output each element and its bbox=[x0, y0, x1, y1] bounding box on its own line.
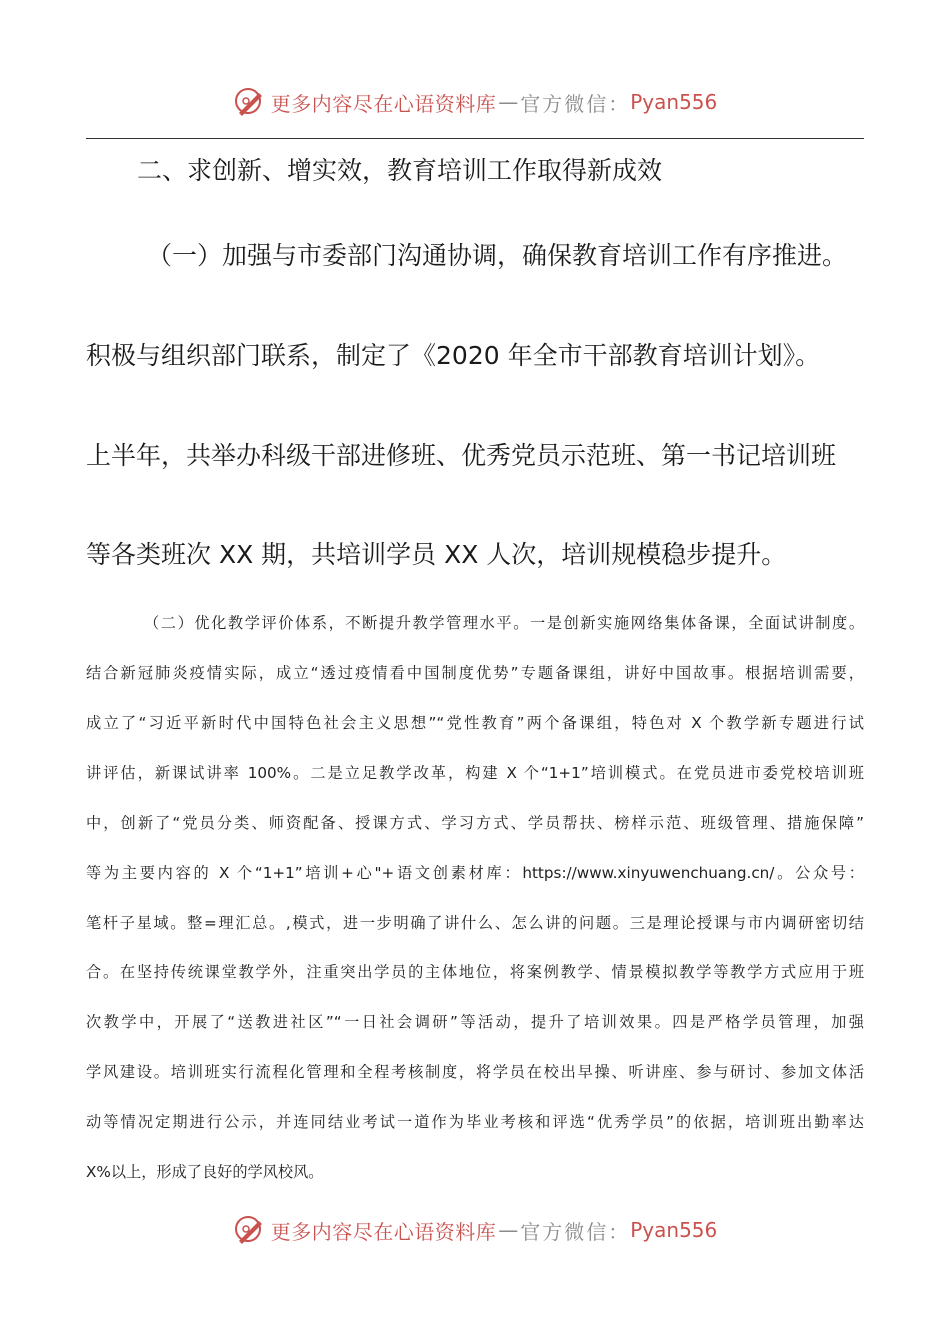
subsection-1-line-1: 积极与组织部门联系，制定了《2020 年全市干部教育培训计划》。 bbox=[86, 341, 821, 370]
header-watermark-banner bbox=[0, 82, 950, 122]
subsection-2-line-11: 动等情况定期进行公示，并连同结业考试一道作为毕业考核和评选“优秀学员”的依据，培训班出勤率达 bbox=[86, 1113, 864, 1131]
banner-wechat-id: Pyan556 bbox=[630, 1218, 718, 1242]
subsection-1-line-2: 上半年，共举办科级干部进修班、优秀党员示范班、第一书记培训班 bbox=[86, 441, 837, 470]
subsection-2-line-12: X%以上，形成了良好的学风校风。 bbox=[86, 1163, 324, 1181]
pen-logo-icon bbox=[233, 85, 267, 119]
subsection-2-line-5: 中，创新了“党员分类、师资配备、授课方式、学习方式、学员帮扶、榜样示范、班级管理、措施保障” bbox=[86, 814, 864, 832]
subsection-1-line-3: 等各类班次 XX 期，共培训学员 XX 人次，培训规模稳步提升。 bbox=[86, 540, 787, 569]
banner-wechat-label: 官方微信： bbox=[520, 91, 631, 116]
subsection-2-line-4: 讲评估，新课试讲率 100%。二是立足教学改革，构建 X 个“1+1”培训模式。在党员进市委党校培训班 bbox=[86, 764, 864, 782]
subsection-2-line-3: 成立了“习近平新时代中国特色社会主义思想”“党性教育”两个备课组，特色对 X 个教学新专题进行试 bbox=[86, 714, 864, 732]
subsection-1-title: （一）加强与市委部门沟通协调，确保教育培训工作有序推进。 bbox=[147, 241, 848, 270]
subsection-2-line-8: 合。在坚持传统课堂教学外，注重突出学员的主体地位，将案例教学、情景模拟教学等教学方式应用于班 bbox=[86, 963, 864, 981]
subsection-2-line-6: 等为主要内容的 X 个“1+1”培训+心"+语文创素材库：https://www.xinyuwenchuang.cn/。公众号： bbox=[86, 864, 864, 882]
section-heading: 二、求创新、增实效，教育培训工作取得新成效 bbox=[137, 156, 663, 185]
banner-wechat-id: Pyan556 bbox=[630, 90, 718, 114]
banner-dash: — bbox=[498, 90, 519, 114]
banner-wechat-label: 官方微信： bbox=[520, 1219, 631, 1244]
subsection-2-line-9: 次教学中，开展了“送教进社区”“一日社会调研”等活动，提升了培训效果。四是严格学员管理，加强 bbox=[86, 1013, 864, 1031]
footer-watermark-banner bbox=[0, 1210, 950, 1250]
subsection-2-line-7: 笔杆子星域。整=理汇总。,模式，进一步明确了讲什么、怎么讲的问题。三是理论授课与市内调研密切结 bbox=[86, 914, 864, 932]
subsection-2-line-10: 学风建设。培训班实行流程化管理和全程考核制度，将学员在校出早操、听讲座、参与研讨、参加文体活 bbox=[86, 1063, 864, 1081]
banner-dash: — bbox=[498, 1218, 519, 1242]
banner-main-text: 更多内容尽在心语资料库 bbox=[270, 1219, 497, 1244]
subsection-2-line-2: 结合新冠肺炎疫情实际，成立“透过疫情看中国制度优势”专题备课组，讲好中国故事。根据培训需要， bbox=[86, 664, 864, 682]
banner-main-text: 更多内容尽在心语资料库 bbox=[270, 91, 497, 116]
pen-logo-icon bbox=[233, 1213, 267, 1247]
subsection-2-line-1: （二）优化教学评价体系，不断提升教学管理水平。一是创新实施网络集体备课，全面试讲制度。 bbox=[144, 614, 864, 632]
header-divider bbox=[86, 138, 864, 139]
